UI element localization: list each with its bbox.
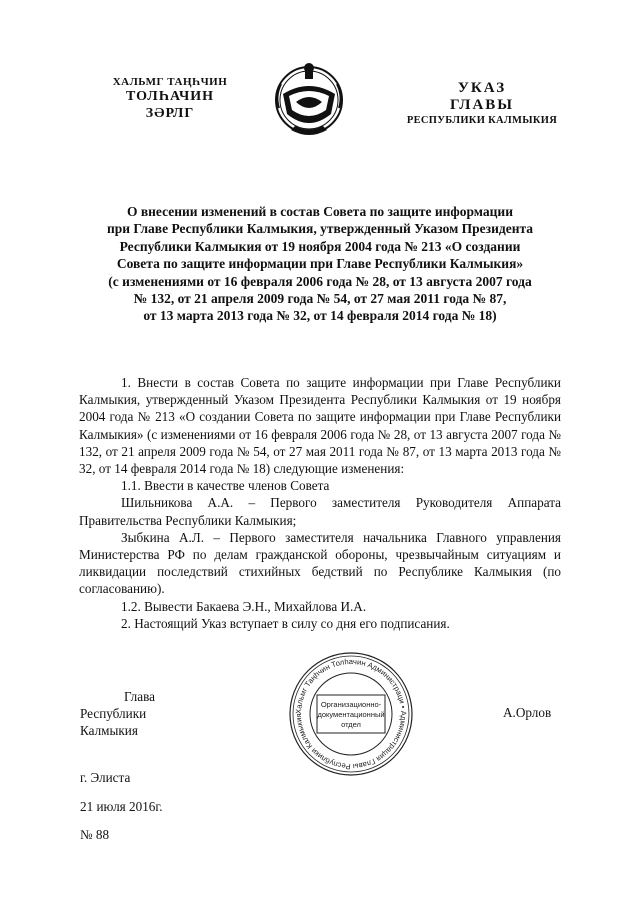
header-right-line1: УКАЗ bbox=[457, 80, 507, 96]
official-seal-icon bbox=[287, 650, 415, 778]
header-left-line2: ТОЛҺАЧИН bbox=[125, 89, 215, 104]
title-line: при Главе Республики Калмыкия, утвержденный Указом Президента bbox=[106, 221, 534, 237]
paragraph-member-1: Шильникова А.А. – Первого заместителя Руководителя Аппарата Правительства Республики Калмыкия; bbox=[79, 495, 561, 528]
signature-post-line2: Республики Калмыкия bbox=[80, 706, 147, 738]
document-body bbox=[79, 374, 561, 632]
paragraph-2: 2. Настоящий Указ вступает в силу со дня его подписания. bbox=[121, 615, 450, 631]
header-left-line1: ХАЛЬМГ ТАҢҺЧИН bbox=[112, 76, 228, 88]
paragraph-1: 1. Внести в состав Совета по защите информации при Главе Республики Калмыкия, утвержденный Указом Президента Республики Калмыкия от 19 ноября 2004 года № 213 «О создании Совета по защите информации при Главе Республики Калмыкия» (с изменениями от 16 февраля 2006 года № 28, от 13 августа 2007 года № 132, от 21 апреля 2009 года № 54, от 27 мая 2011 года № 87, от 13 марта 2013 года № 32, от 14 февраля 2014 года № 18) следующие изменения: bbox=[79, 375, 561, 477]
title-line: (с изменениями от 16 февраля 2006 года № 28, от 13 августа 2007 года bbox=[108, 273, 532, 289]
signature-post bbox=[80, 688, 200, 739]
footer-date: 21 июля 2016г. bbox=[80, 799, 163, 814]
header-left bbox=[96, 76, 244, 122]
seal-center-line2: документационный bbox=[317, 710, 385, 719]
document-title bbox=[70, 203, 570, 325]
signature-post-line1: Глава bbox=[124, 689, 155, 704]
footer-city: г. Элиста bbox=[80, 770, 131, 785]
title-line: О внесении изменений в состав Совета по защите информации bbox=[126, 204, 513, 219]
seal-ring-text: Хальмг Таңһчин Толһачин Администраци • Администрация Главы Республики Калмыкия bbox=[293, 656, 409, 772]
title-line: от 13 марта 2013 года № 32, от 14 февраля 2014 года № 18) bbox=[143, 308, 497, 324]
coat-of-arms-icon bbox=[269, 56, 349, 140]
footer-number: № 88 bbox=[80, 827, 110, 842]
header-right-line3: РЕСПУБЛИКИ КАЛМЫКИЯ bbox=[406, 115, 558, 126]
seal-center-line3: отдел bbox=[341, 720, 361, 729]
signatory-name: А.Орлов bbox=[503, 705, 552, 720]
paragraph-1-1: 1.1. Ввести в качестве членов Совета bbox=[121, 478, 330, 494]
seal-center-line1: Организационно- bbox=[320, 700, 382, 709]
paragraph-1-2: 1.2. Вывести Бакаева Э.Н., Михайлова И.А. bbox=[121, 598, 367, 614]
title-line: Совета по защите информации при Главе Республики Калмыкия» bbox=[116, 256, 524, 272]
header-right bbox=[398, 80, 566, 126]
paragraph-member-2: Зыбкина А.Л. – Первого заместителя начальника Главного управления Министерства РФ по делам гражданской обороны, чрезвычайным ситуациям и ликвидации последствий стихийных бедствий по Республике Калмыкия (по согласованию). bbox=[79, 529, 561, 597]
title-line: № 132, от 21 апреля 2009 года № 54, от 27 мая 2011 года № 87, bbox=[133, 291, 507, 307]
header-right-line2: ГЛАВЫ bbox=[449, 97, 515, 113]
header-left-line3: ЗӘРЛГ bbox=[145, 106, 195, 121]
title-line: Республики Калмыкия от 19 ноября 2004 года № 213 «О создании bbox=[119, 238, 521, 254]
